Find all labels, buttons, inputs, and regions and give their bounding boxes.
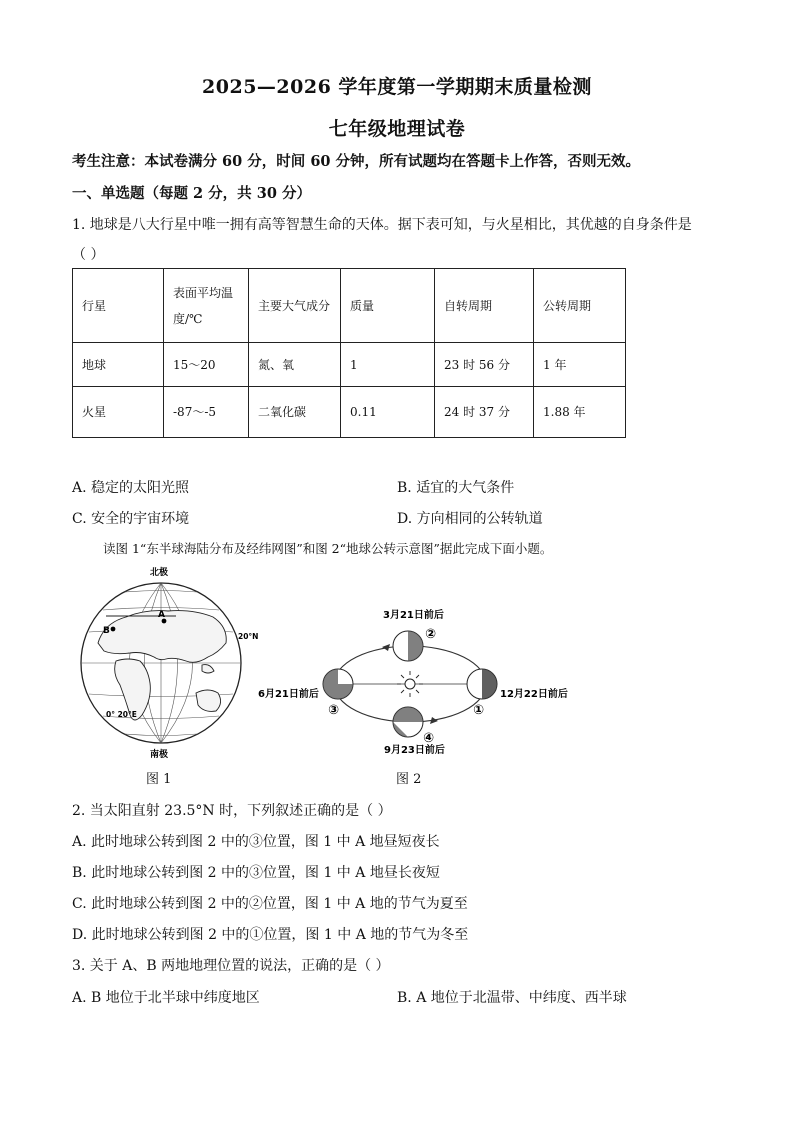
table-cell: 1 年 [534, 343, 626, 387]
position-left-label: 6月21日前后 [258, 689, 319, 700]
table-cell: 24 时 37 分 [435, 387, 534, 438]
table-header-cell: 表面平均温度/℃ [164, 269, 249, 343]
position-4-marker: ④ [423, 731, 435, 746]
table-cell: 0.11 [341, 387, 435, 438]
earth-right [467, 669, 497, 699]
orbit-arrow [382, 644, 390, 651]
figure-1-globe [68, 565, 258, 763]
position-3-marker: ③ [328, 703, 340, 718]
figure-1-label: 图 1 [146, 772, 172, 787]
table-header-cell: 自转周期 [435, 269, 534, 343]
table-header-cell: 主要大气成分 [249, 269, 341, 343]
planet-comparison-table [72, 268, 626, 438]
exam-subtitle: 七年级地理试卷 [328, 118, 466, 140]
question-1-paren: （ ） [72, 247, 105, 263]
table-cell: 氮、氧 [249, 343, 341, 387]
position-1-marker: ① [473, 703, 485, 718]
table-cell: 二氧化碳 [249, 387, 341, 438]
table-header-cell: 质量 [341, 269, 435, 343]
table-header-cell: 行星 [73, 269, 164, 343]
section-heading: 一、单选题（每题 2 分，共 30 分） [72, 185, 311, 202]
q3-option-a: A. B 地位于北半球中纬度地区 [72, 990, 260, 1006]
figure-intro: 读图 1“东半球海陆分布及经纬网图”和图 2“地球公转示意图”据此完成下面小题。 [103, 541, 553, 556]
position-bottom-label: 9月23日前后 [384, 745, 445, 756]
table-cell: 23 时 56 分 [435, 343, 534, 387]
q1-option-a: A. 稳定的太阳光照 [72, 480, 190, 496]
point-a-label: A [158, 610, 165, 620]
table-cell: 地球 [73, 343, 164, 387]
exam-notice: 考生注意：本试卷满分 60 分，时间 60 分钟，所有试题均在答题卡上作答，否则无效。 [72, 153, 641, 170]
longitude-label: 0° 20°E [106, 710, 137, 719]
table-header-row [73, 269, 626, 343]
position-right-label: 12月22日前后 [500, 689, 568, 700]
q1-option-d: D. 方向相同的公转轨道 [397, 511, 543, 527]
table-header-cell: 公转周期 [534, 269, 626, 343]
q1-option-b: B. 适宜的大气条件 [397, 480, 515, 496]
table-cell: -87～-5 [164, 387, 249, 438]
table-cell: 15～20 [164, 343, 249, 387]
table-cell: 1 [341, 343, 435, 387]
question-1-stem: 1. 地球是八大行星中唯一拥有高等智慧生命的天体。据下表可知，与火星相比，其优越的自身条件是 [72, 217, 692, 233]
table-row [73, 387, 626, 438]
latitude-label: 20°N [238, 632, 258, 641]
q2-option-c: C. 此时地球公转到图 2 中的②位置，图 1 中 A 地的节气为夏至 [72, 896, 468, 912]
point-b-marker [111, 627, 116, 632]
figure-2-label: 图 2 [396, 772, 422, 787]
earth-bottom [393, 707, 423, 737]
q2-option-a: A. 此时地球公转到图 2 中的③位置，图 1 中 A 地昼短夜长 [72, 834, 440, 850]
figure-2-orbit [258, 600, 570, 763]
north-pole-label: 北极 [150, 568, 169, 578]
q3-option-b: B. A 地位于北温带、中纬度、西半球 [397, 990, 627, 1006]
position-top-label: 3月21日前后 [383, 610, 444, 621]
exam-title: 2025—2026 学年度第一学期期末质量检测 [202, 76, 592, 98]
question-3-stem: 3. 关于 A、B 两地地理位置的说法，正确的是（ ） [72, 958, 390, 974]
table-cell: 火星 [73, 387, 164, 438]
point-b-label: B [103, 626, 110, 636]
earth-top [393, 631, 423, 661]
q2-option-b: B. 此时地球公转到图 2 中的③位置，图 1 中 A 地昼长夜短 [72, 865, 440, 881]
orbit-arrow [430, 717, 438, 724]
q1-option-c: C. 安全的宇宙环境 [72, 511, 190, 527]
earth-left [323, 669, 353, 699]
table-row [73, 343, 626, 387]
table-cell: 1.88 年 [534, 387, 626, 438]
sun-icon [397, 671, 423, 697]
position-2-marker: ② [425, 627, 437, 642]
south-pole-label: 南极 [150, 750, 169, 760]
question-2-stem: 2. 当太阳直射 23.5°N 时，下列叙述正确的是（ ） [72, 803, 392, 819]
q2-option-d: D. 此时地球公转到图 2 中的①位置，图 1 中 A 地的节气为冬至 [72, 927, 469, 943]
